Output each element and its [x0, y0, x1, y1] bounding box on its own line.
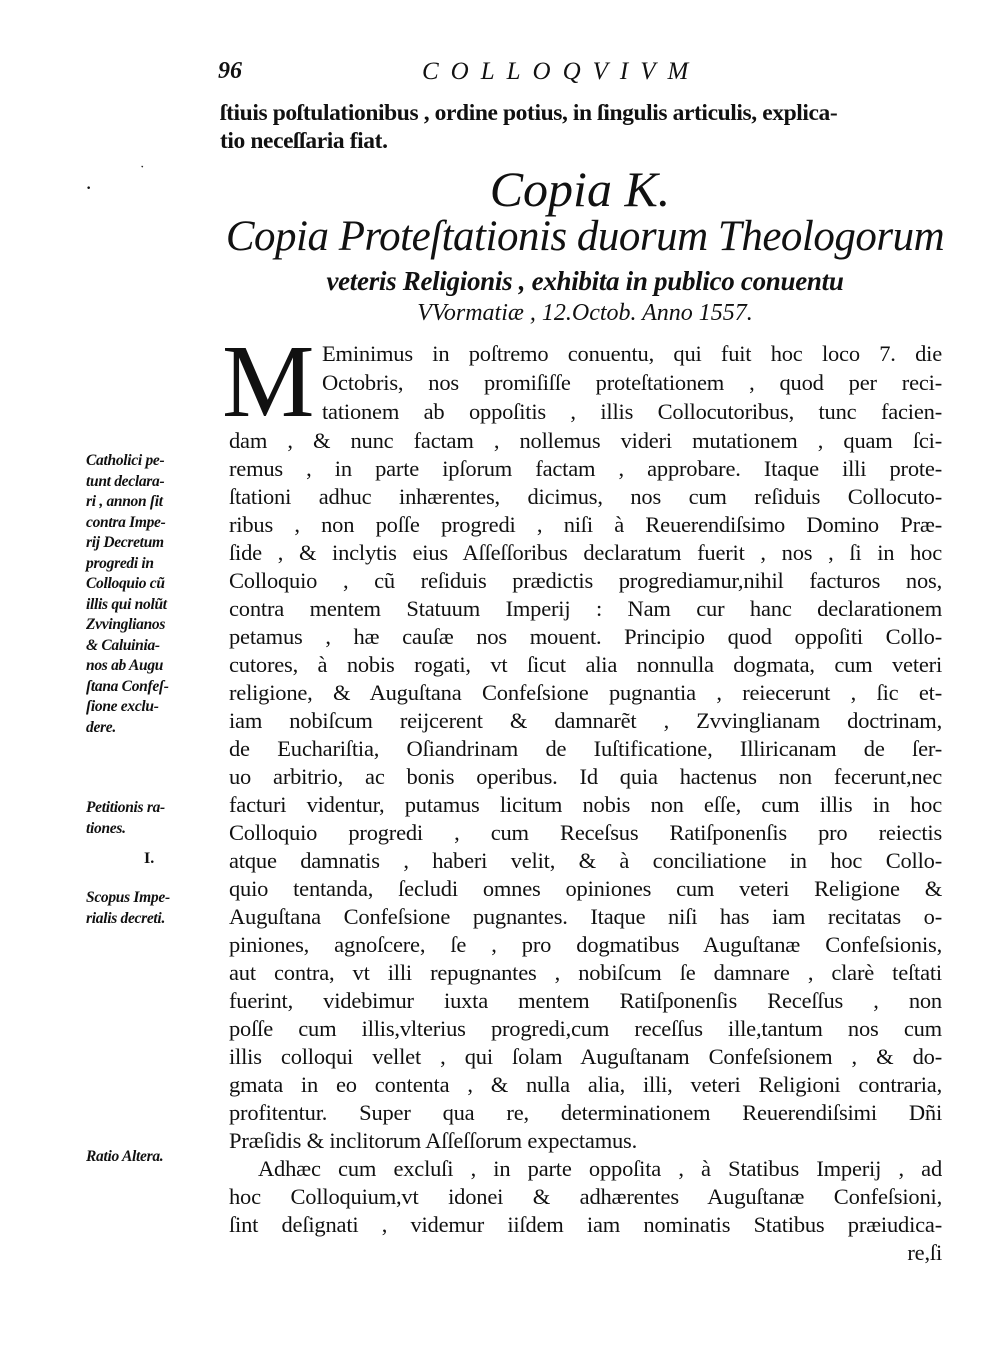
running-head: COLLOQVIVM: [422, 58, 701, 85]
body-line: tationem ab oppoſitis , illis Collocutoribus, tunc facien-: [322, 399, 942, 424]
continued-text-line: ſtiuis poſtulationibus , ordine potius, in ſingulis articulis, explica-: [220, 100, 838, 126]
body-line: hoc Colloquium,vt idonei & adhærentes Auguſtanæ Confeſsioni,: [229, 1184, 942, 1209]
margin-note-line: Scopus Impe-: [86, 889, 170, 906]
margin-note-line: Petitionis ra-: [86, 799, 165, 816]
body-line: uo arbitrio, ac bonis operibus. Id quia hactenus non fecerunt,nec: [229, 764, 942, 789]
margin-note-line: ſione exclu-: [86, 698, 159, 715]
catchword: re,ſi: [907, 1240, 942, 1265]
margin-note-line: Colloquio cũ: [86, 575, 165, 592]
body-line: Adhæc cum excluſi , in parte oppoſita , à Statibus Imperij , ad: [258, 1156, 942, 1181]
drop-cap: M: [222, 324, 315, 439]
body-line: Præſidis & inclitorum Aſſeſſorum expectamus.: [229, 1128, 638, 1153]
stray-mark: ˑ: [140, 160, 145, 177]
margin-note-line: dere.: [86, 718, 116, 736]
margin-note-line: tunt declara-: [86, 472, 165, 490]
body-line: quio tentanda, ſecludi omnes opiniones cum veteri Religione &: [229, 876, 942, 901]
continued-text-line: tio neceſſaria fiat.: [220, 128, 388, 154]
body-line: Colloquio , cũ reſiduis prædictis progrediamur,nihil facturos nos,: [229, 568, 942, 593]
body-line: dam , & nunc factam , nollemus videri mutationem , quam ſci-: [229, 428, 942, 453]
section-heading: Copia K.: [489, 161, 671, 217]
body-line: piniones, agnoſcere, ſe , pro dogmatibus Auguſtanæ Confeſsionis,: [229, 932, 942, 957]
margin-note-petitionis: [86, 798, 226, 839]
body-line: Octobris, nos promiſiſſe proteſtationem , quod per reci-: [322, 370, 942, 395]
body-line: atque damnatis , haberi velit, & à conciliatione in hoc Collo-: [229, 848, 942, 873]
body-line: ribus , non poſſe progredi , niſi à Reuerendiſsimo Domino Præ-: [229, 512, 942, 537]
document-title: Copia Proteſtationis duorum Theologorum: [225, 213, 945, 260]
body-line: contra mentem Statuum Imperij : Nam cur hanc declarationem: [229, 596, 942, 621]
body-line: de Euchariſtia, Oſiandrinam de Iuſtificatione, Illiricanam de ſer-: [229, 736, 942, 761]
body-line: illis colloqui vellet , qui ſolam Auguſtanam Confeſsionem , & do-: [229, 1044, 942, 1069]
margin-note-line: & Caluinia-: [86, 636, 160, 654]
margin-note-ratio-altera: [86, 1147, 226, 1168]
body-line: facturi videntur, putamus licitum nobis non eſſe, cum illis in hoc: [229, 792, 942, 817]
body-line: ſtationi adhuc inhærentes, dicimus, nos cum reſiduis Collocuto-: [229, 484, 942, 509]
margin-note-line: nos ab Augu: [86, 657, 164, 674]
body-line: aut contra, vt illi repugnantes , nobiſcum ſe damnare , clarè teſtati: [229, 960, 942, 985]
margin-note-line: Catholici pe-: [86, 452, 165, 469]
stray-mark: ·: [86, 180, 92, 197]
body-line: religione, & Auguſtana Confeſsione pugnantia , reiecerunt , ſic et-: [229, 680, 942, 705]
margin-note-scopus: [86, 888, 226, 929]
body-line: cutores, à nobis rogati, vt ſicut alia nonnulla dogmata, cum veteri: [229, 652, 942, 677]
body-line: ſint deſignati , videmur iiſdem iam nominatis Statibus præiudica-: [229, 1212, 942, 1237]
margin-note-line: ri , annon ſit: [86, 493, 163, 510]
body-line: ſide , & inclytis eius Aſſeſſoribus declaratum fuerit , nos , ſi in hoc: [229, 540, 942, 565]
margin-note-line: ſtana Confeſ-: [86, 677, 169, 695]
body-line: fuerint, videbimur iuxta mentem Ratiſponenſis Receſſus , non: [229, 988, 942, 1013]
margin-note-line: Zvvinglianos: [86, 616, 166, 633]
body-line: iam nobiſcum reijcerent & damnarẽt , Zvvinglianam doctrinam,: [229, 708, 942, 733]
margin-note-catholici: [86, 451, 226, 738]
page-number: 96: [218, 58, 242, 84]
margin-note-line: progredi in: [86, 554, 154, 572]
body-line: Colloquio progredi , cum Receſsus Ratiſponenſis pro reiectis: [229, 820, 942, 845]
margin-note-number: I.: [144, 850, 155, 867]
body-line: petamus , hæ cauſæ nos mouent. Principio quod oppoſiti Collo-: [229, 624, 942, 649]
body-line: poſſe cum illis,vlterius progredi,cum receſſus ille,tantum nos cum: [229, 1016, 942, 1041]
body-line: gmata in eo contenta , & nulla alia, illi, veteri Religioni contraria,: [229, 1072, 942, 1097]
margin-note-line: illis qui nolũt: [86, 595, 167, 613]
margin-note-line: Ratio Altera.: [86, 1148, 164, 1165]
document-subtitle: veteris Religionis , exhibita in publico conuentu: [326, 266, 844, 296]
margin-note-line: rij Decretum: [86, 534, 164, 551]
margin-note-line: rialis decreti.: [86, 909, 166, 927]
margin-note-line: contra Impe-: [86, 513, 166, 531]
body-line: profitentur. Super qua re, determinationem Reuerendiſsimi Dñi: [229, 1100, 942, 1125]
body-line: Auguſtana Confeſsione pugnantes. Itaque niſi has iam recitatas o-: [229, 904, 942, 929]
body-line: remus , in parte ipſorum factam , approbare. Itaque illi prote-: [229, 456, 942, 481]
place-and-date: VVormatiæ , 12.Octob. Anno 1557.: [417, 300, 753, 326]
margin-note-line: tiones.: [86, 819, 126, 837]
body-line: Eminimus in poſtremo conuentu, qui fuit hoc loco 7. die: [322, 341, 942, 366]
